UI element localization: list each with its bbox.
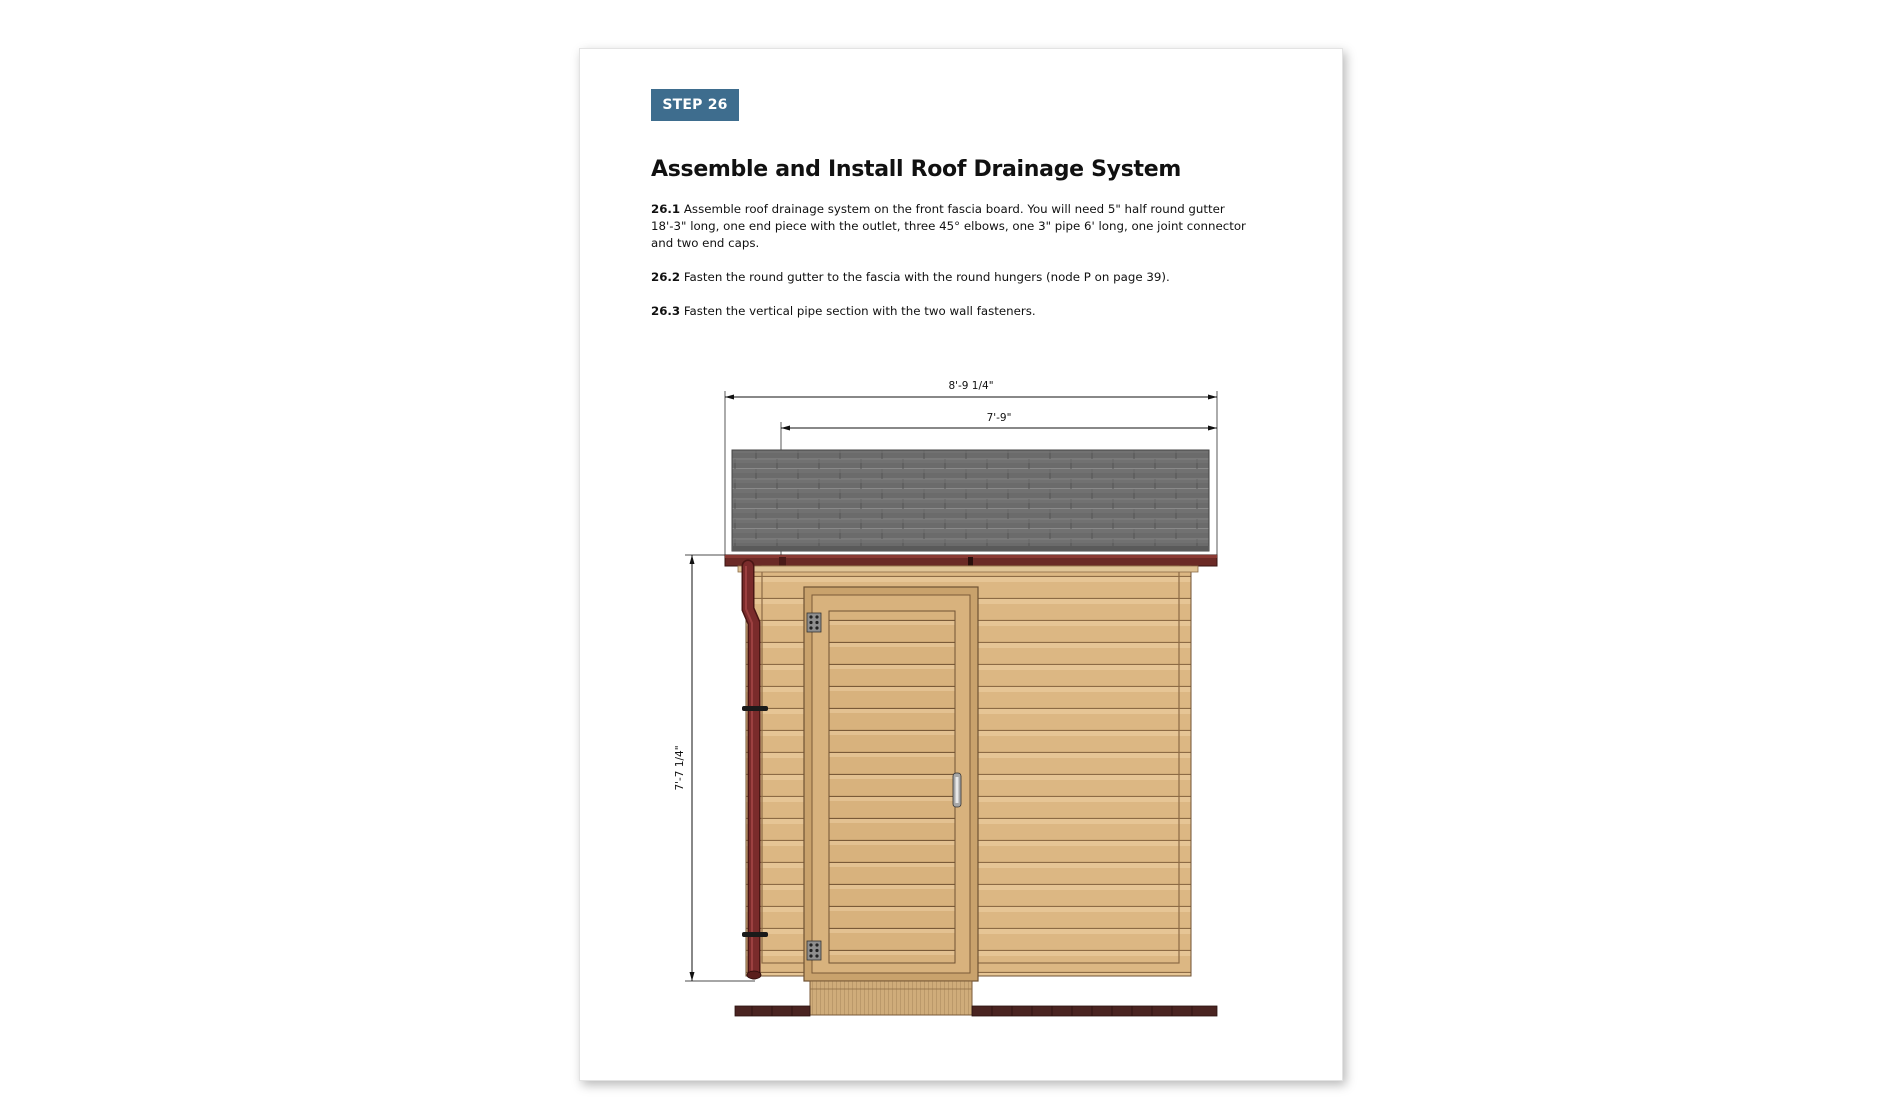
document-page (579, 48, 1343, 1081)
step-badge: STEP 26 (651, 89, 739, 121)
door (804, 587, 978, 981)
instruction-number: 26.1 (651, 202, 681, 216)
door-handle-icon (953, 773, 961, 807)
fascia-board (725, 555, 1217, 566)
roof-shingles (732, 450, 1209, 551)
dimension-wall-height (674, 555, 755, 981)
door-step (810, 981, 972, 1015)
dimension-label-wall-height: 7'-7 1/4" (674, 745, 686, 791)
instruction-number: 26.2 (651, 270, 681, 284)
hinge-icon (807, 941, 821, 960)
instruction-text: Assemble roof drainage system on the front fascia board. You will need 5" half round gutter 18'-3" long, one end piece with the outlet, three 45° elbows, one 3" pipe 6' long, one joint connector and two end caps. (651, 202, 1246, 250)
page-title: Assemble and Install Roof Drainage System (651, 157, 1181, 182)
instruction-text: Fasten the round gutter to the fascia with the round hungers (node P on page 39). (680, 270, 1170, 284)
wall-fastener-icon (742, 706, 768, 711)
dimension-label-gutter-width: 7'-9" (986, 412, 1012, 424)
instruction-text: Fasten the vertical pipe section with the two wall fasteners. (680, 304, 1036, 318)
hinge-icon (807, 613, 821, 632)
shed-elevation-drawing (580, 49, 1342, 1080)
foundation (735, 1006, 1217, 1016)
wall-fastener-icon (742, 932, 768, 937)
instruction-number: 26.3 (651, 304, 681, 318)
dimension-label-overall-width: 8'-9 1/4" (948, 380, 994, 392)
